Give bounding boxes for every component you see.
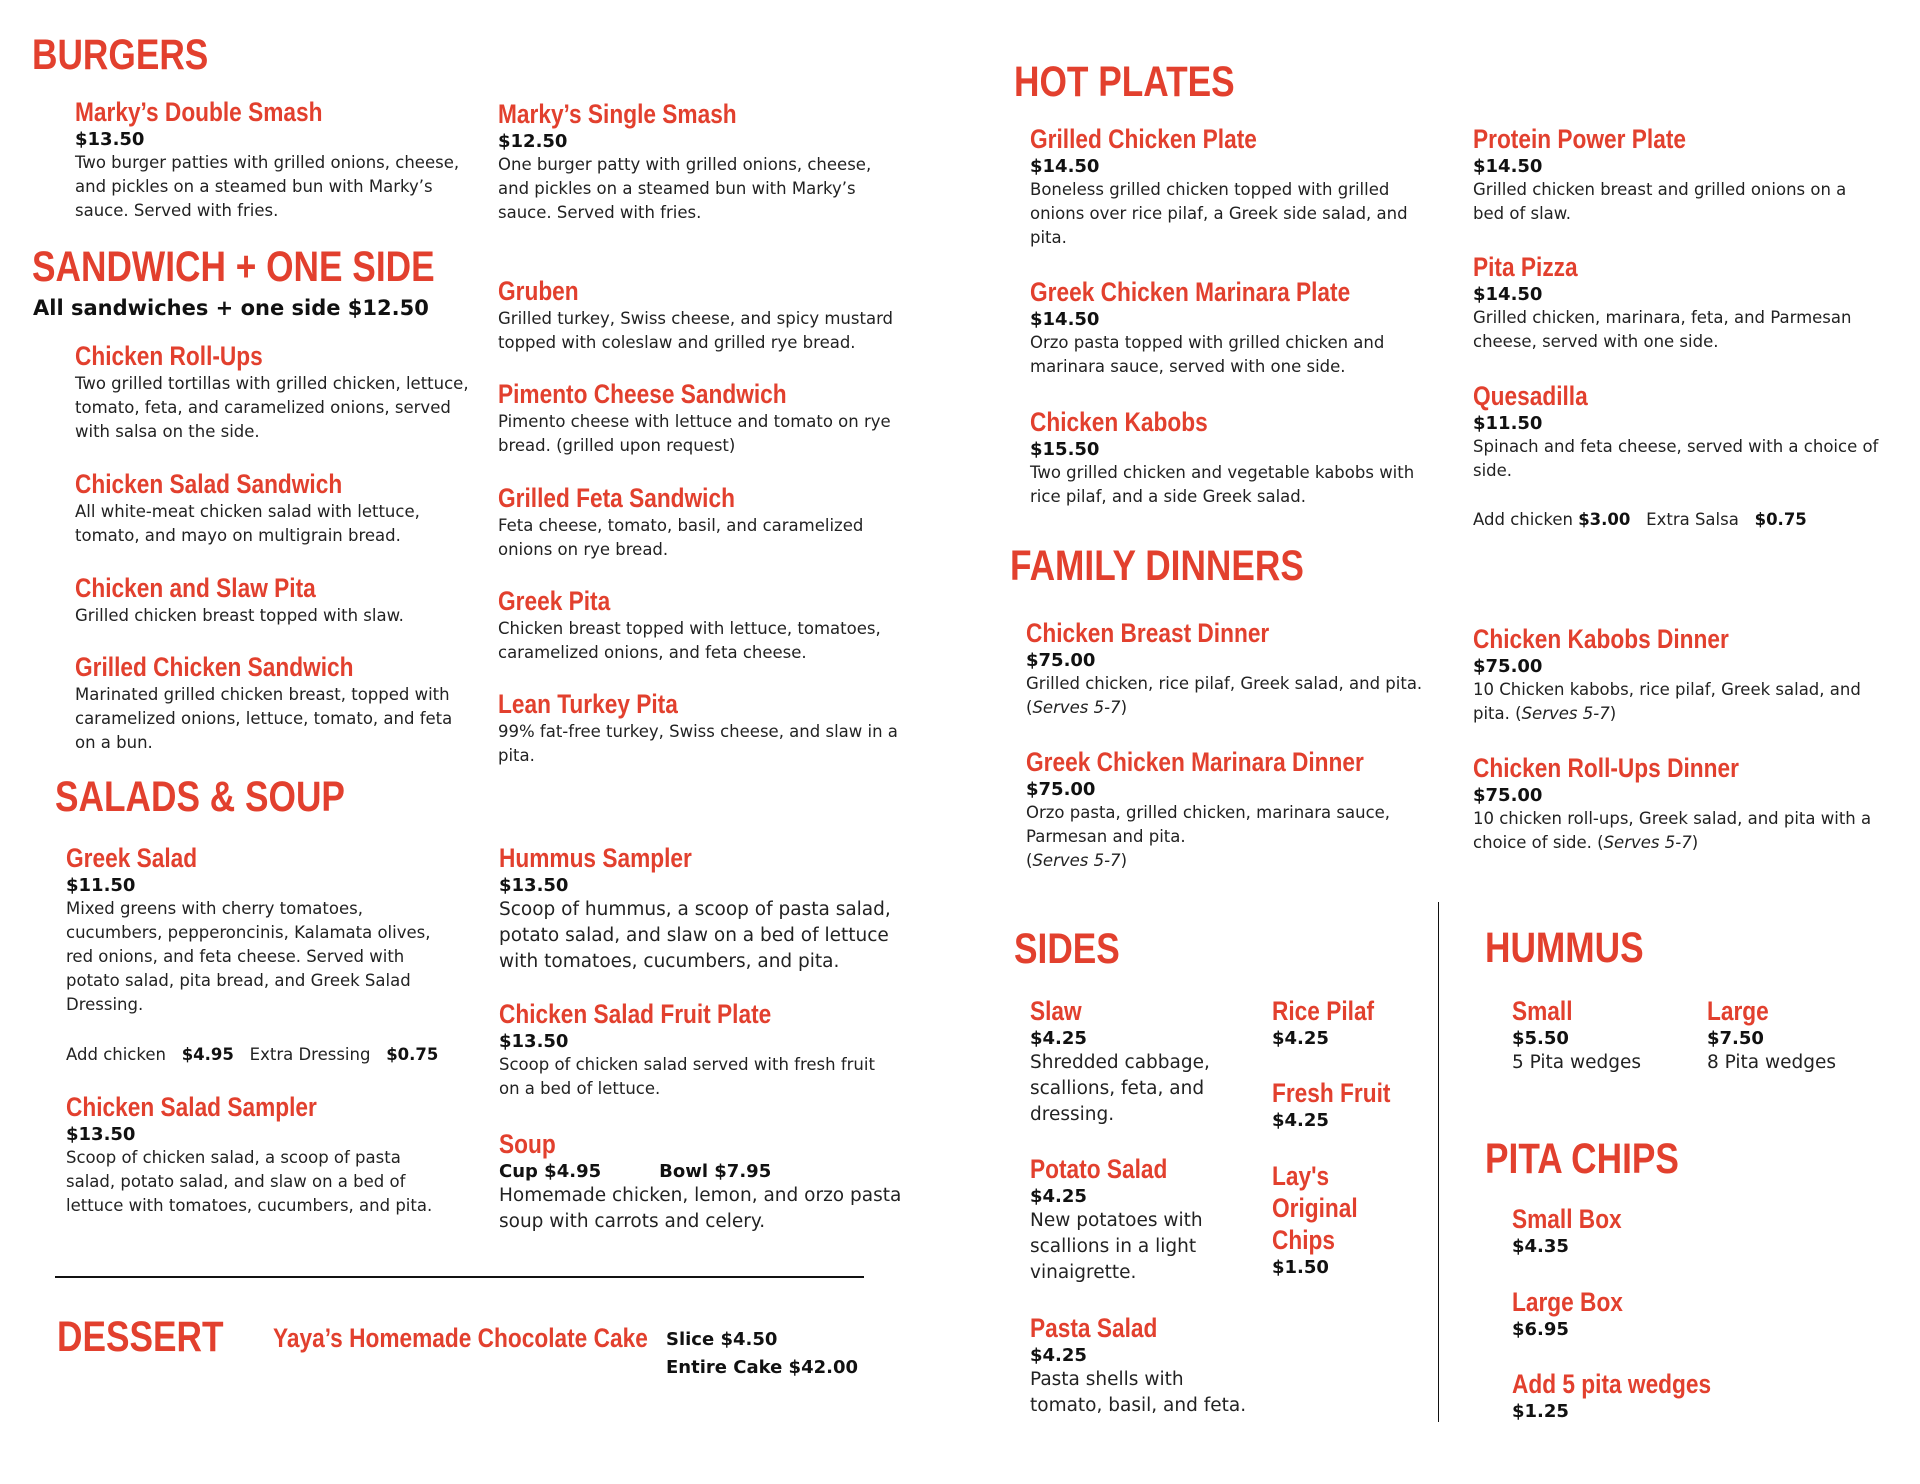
item-name: Yaya’s Homemade Chocolate Cake — [273, 1323, 648, 1353]
item-name: Greek Salad — [66, 843, 198, 873]
item-description: Homemade chicken, lemon, and orzo pasta soup with carrots and celery. — [499, 1185, 902, 1232]
item-name: Grilled Feta Sandwich — [498, 483, 735, 513]
item-price: $13.50 — [499, 1031, 569, 1052]
item-description: 5 Pita wedges — [1512, 1052, 1642, 1073]
item-description: All white-meat chicken salad with lettuce, tomato, and mayo on multigrain bread. — [75, 502, 420, 545]
section-title-hot-plates: HOT PLATES — [1014, 58, 1235, 106]
menu-item — [498, 688, 903, 768]
menu-item — [1272, 995, 1394, 1050]
item-price: $1.25 — [1512, 1401, 1569, 1422]
item-name: Large Box — [1512, 1287, 1623, 1317]
item-description: 99% fat-free turkey, Swiss cheese, and slaw in a pita. — [498, 722, 898, 765]
item-name: Chicken and Slaw Pita — [75, 573, 316, 603]
section-subtitle: All sandwiches + one side $12.50 — [33, 296, 429, 320]
menu-item — [1512, 1286, 1644, 1341]
item-name: Lay's Original Chips — [1272, 1161, 1358, 1255]
menu-item — [1030, 1312, 1255, 1419]
item-description: Two grilled chicken and vegetable kabobs with rice pilaf, and a side Greek salad. — [1030, 463, 1415, 506]
menu-item — [1026, 746, 1436, 873]
menu-item — [1512, 1203, 1643, 1258]
item-price: $13.50 — [75, 129, 145, 150]
menu-item — [1473, 380, 1883, 483]
item-name: Hummus Sampler — [499, 843, 692, 873]
menu-item — [1030, 995, 1230, 1128]
item-name: Slaw — [1030, 996, 1082, 1026]
item-name: Marky’s Double Smash — [75, 97, 323, 127]
item-name: Pimento Cheese Sandwich — [498, 379, 787, 409]
serves-note: Serves 5-7 — [1603, 833, 1692, 852]
item-name: Large — [1707, 996, 1769, 1026]
divider — [55, 1276, 864, 1278]
item-description: One burger patty with grilled onions, cheese, and pickles on a steamed bun with Marky’s sauce. Served with fries. — [498, 155, 872, 222]
item-name: Chicken Breast Dinner — [1026, 618, 1270, 648]
item-description: 10 Chicken kabobs, rice pilaf, Greek salad, and pita. (Serves 5-7) — [1473, 680, 1861, 723]
item-price: $14.50 — [1473, 284, 1543, 305]
menu-item — [1272, 1160, 1432, 1279]
item-price: $14.50 — [1473, 156, 1543, 177]
item-description: Grilled turkey, Swiss cheese, and spicy mustard topped with coleslaw and grilled rye bread. — [498, 309, 894, 352]
item-name: Chicken Kabobs Dinner — [1473, 624, 1729, 654]
menu-item — [1473, 623, 1873, 726]
menu-item — [498, 275, 903, 355]
item-description: New potatoes with scallions in a light vinaigrette. — [1030, 1210, 1203, 1283]
item-name: Fresh Fruit — [1272, 1078, 1391, 1108]
soup-bowl-price: Bowl $7.95 — [659, 1161, 772, 1182]
item-name: Greek Pita — [498, 586, 611, 616]
item-description: Two grilled tortillas with grilled chicken, lettuce, tomato, feta, and caramelized onions, served with salsa on the side. — [75, 374, 469, 441]
item-description: Spinach and feta cheese, served with a choice of side. — [1473, 437, 1879, 480]
menu-item — [498, 378, 903, 458]
menu-item — [1512, 1368, 1749, 1423]
menu-item — [273, 1322, 719, 1354]
item-description: Scoop of hummus, a scoop of pasta salad, potato salad, and slaw on a bed of lettuce with tomatoes, cucumbers, and pita. — [499, 899, 891, 972]
item-description: Boneless grilled chicken topped with grilled onions over rice pilaf, a Greek side salad, and pita. — [1030, 180, 1408, 247]
item-name: Chicken Kabobs — [1030, 407, 1208, 437]
menu-item — [1030, 1153, 1230, 1286]
menu-item — [1272, 1077, 1413, 1132]
item-price: $75.00 — [1026, 779, 1096, 800]
item-description: Marinated grilled chicken breast, topped with caramelized onions, lettuce, tomato, and feta on a bun. — [75, 685, 453, 752]
item-price: $4.25 — [1272, 1110, 1329, 1131]
section-title-hummus: HUMMUS — [1485, 924, 1644, 972]
section-title-family-dinners: FAMILY DINNERS — [1010, 542, 1304, 590]
menu-item — [1030, 123, 1430, 250]
item-price: $4.25 — [1030, 1186, 1087, 1207]
item-price: $1.50 — [1272, 1257, 1329, 1278]
menu-item — [499, 998, 894, 1101]
menu-item — [1030, 406, 1440, 509]
serves-note: Serves 5-7 — [1032, 698, 1121, 717]
divider — [1438, 902, 1439, 1422]
menu-item — [498, 98, 893, 225]
item-description: Shredded cabbage, scallions, feta, and dressing. — [1030, 1052, 1210, 1125]
soup-cup-price: Cup $4.95 — [499, 1161, 602, 1182]
section-title-dessert: DESSERT — [57, 1313, 224, 1361]
section-title-burgers: BURGERS — [32, 31, 209, 79]
item-price: $6.95 — [1512, 1319, 1569, 1340]
item-description: Pasta shells with tomato, basil, and feta. — [1030, 1369, 1247, 1416]
item-price: $12.50 — [498, 131, 568, 152]
item-price: $4.25 — [1030, 1028, 1087, 1049]
item-price: $11.50 — [1473, 413, 1543, 434]
menu-item — [66, 842, 436, 1017]
item-name: Marky’s Single Smash — [498, 99, 737, 129]
menu-item — [1707, 995, 1836, 1076]
item-price: $13.50 — [499, 875, 569, 896]
dessert-prices — [666, 1326, 858, 1382]
menu-item — [75, 340, 475, 444]
item-description: Feta cheese, tomato, basil, and caramelized onions on rye bread. — [498, 516, 864, 559]
menu-item — [1473, 752, 1873, 855]
item-description: 8 Pita wedges — [1707, 1052, 1837, 1073]
item-name: Grilled Chicken Plate — [1030, 124, 1257, 154]
item-price: $4.35 — [1512, 1236, 1569, 1257]
item-description: Scoop of chicken salad served with fresh fruit on a bed of lettuce. — [499, 1055, 875, 1098]
item-name: Quesadilla — [1473, 381, 1588, 411]
item-price: $7.50 — [1707, 1028, 1764, 1049]
menu-item — [1512, 995, 1641, 1076]
hot-plate-addons: Add chicken $3.00 Extra Salsa $0.75 — [1473, 510, 1807, 529]
item-name: Chicken Salad Fruit Plate — [499, 999, 772, 1029]
menu-item — [1473, 123, 1873, 226]
item-price: $4.25 — [1030, 1345, 1087, 1366]
item-description: Scoop of chicken salad, a scoop of pasta salad, potato salad, and slaw on a bed of lettuce with tomatoes, cucumbers, and pita. — [66, 1148, 433, 1215]
item-name: Small Box — [1512, 1204, 1622, 1234]
item-name: Soup — [499, 1129, 556, 1159]
menu-item — [1473, 251, 1873, 354]
item-price: $75.00 — [1473, 656, 1543, 677]
item-description: Mixed greens with cherry tomatoes, cucumbers, pepperoncinis, Kalamata olives, red onions, and feta cheese. Served with potato salad, pita bread, and Greek Salad Dressing. — [66, 899, 431, 1014]
item-description: Orzo pasta topped with grilled chicken and marinara sauce, served with one side. — [1030, 333, 1385, 376]
item-name: Pita Pizza — [1473, 252, 1578, 282]
item-description: Grilled chicken breast and grilled onions on a bed of slaw. — [1473, 180, 1847, 223]
item-description: Two burger patties with grilled onions, cheese, and pickles on a steamed bun with Marky’s sauce. Served with fries. — [75, 153, 460, 220]
menu-item — [75, 96, 465, 223]
menu-item — [66, 1091, 446, 1218]
item-name: Potato Salad — [1030, 1154, 1168, 1184]
item-description: Pimento cheese with lettuce and tomato on rye bread. (grilled upon request) — [498, 412, 891, 455]
item-price: $13.50 — [66, 1124, 136, 1145]
item-name: Rice Pilaf — [1272, 996, 1375, 1026]
item-description: 10 chicken roll-ups, Greek salad, and pita with a choice of side. (Serves 5-7) — [1473, 809, 1872, 852]
item-price: $75.00 — [1473, 785, 1543, 806]
item-description: Grilled chicken, rice pilaf, Greek salad, and pita. (Serves 5-7) — [1026, 674, 1423, 717]
item-price: $14.50 — [1030, 309, 1100, 330]
section-title-sides: SIDES — [1014, 925, 1120, 973]
item-price: $11.50 — [66, 875, 136, 896]
item-name: Chicken Salad Sampler — [66, 1092, 317, 1122]
menu-item — [498, 585, 898, 665]
serves-note: Serves 5-7 — [1521, 704, 1610, 723]
item-name: Chicken Roll-Ups — [75, 341, 263, 371]
salad-addons: Add chicken $4.95 Extra Dressing $0.75 — [66, 1045, 439, 1064]
menu-item — [75, 651, 460, 755]
serves-note: Serves 5-7 — [1032, 851, 1121, 870]
item-description: Grilled chicken breast topped with slaw. — [75, 606, 404, 625]
item-name: Add 5 pita wedges — [1512, 1369, 1712, 1399]
item-name: Lean Turkey Pita — [498, 689, 678, 719]
section-title-pita-chips: PITA CHIPS — [1485, 1135, 1679, 1183]
menu-item — [75, 468, 455, 548]
item-price: $75.00 — [1026, 650, 1096, 671]
menu-item — [75, 572, 465, 628]
menu-item — [1026, 617, 1426, 720]
entire-cake-price: Entire Cake $42.00 — [666, 1357, 859, 1378]
item-name: Chicken Roll-Ups Dinner — [1473, 753, 1739, 783]
menu-item — [1030, 276, 1430, 379]
item-name: Greek Chicken Marinara Plate — [1030, 277, 1351, 307]
item-price: $5.50 — [1512, 1028, 1569, 1049]
item-name: Chicken Salad Sandwich — [75, 469, 343, 499]
item-name: Small — [1512, 996, 1573, 1026]
menu-item — [499, 842, 899, 975]
item-price: $4.25 — [1272, 1028, 1329, 1049]
item-price: $14.50 — [1030, 156, 1100, 177]
item-name: Gruben — [498, 276, 579, 306]
slice-price: Slice $4.50 — [666, 1329, 778, 1350]
menu-item — [498, 482, 878, 562]
item-price: $15.50 — [1030, 439, 1100, 460]
item-description: Chicken breast topped with lettuce, tomatoes, caramelized onions, and feta cheese. — [498, 619, 881, 662]
item-description: Orzo pasta, grilled chicken, marinara sauce, Parmesan and pita. (Serves 5-7) — [1026, 803, 1391, 870]
item-name: Grilled Chicken Sandwich — [75, 652, 354, 682]
item-price — [499, 1160, 904, 1183]
item-name: Greek Chicken Marinara Dinner — [1026, 747, 1364, 777]
section-title-salads: SALADS & SOUP — [55, 773, 345, 821]
item-name: Pasta Salad — [1030, 1313, 1158, 1343]
section-title-sandwich: SANDWICH + ONE SIDE — [32, 243, 435, 291]
menu-item — [499, 1128, 904, 1235]
item-description: Grilled chicken, marinara, feta, and Parmesan cheese, served with one side. — [1473, 308, 1852, 351]
item-name: Protein Power Plate — [1473, 124, 1687, 154]
